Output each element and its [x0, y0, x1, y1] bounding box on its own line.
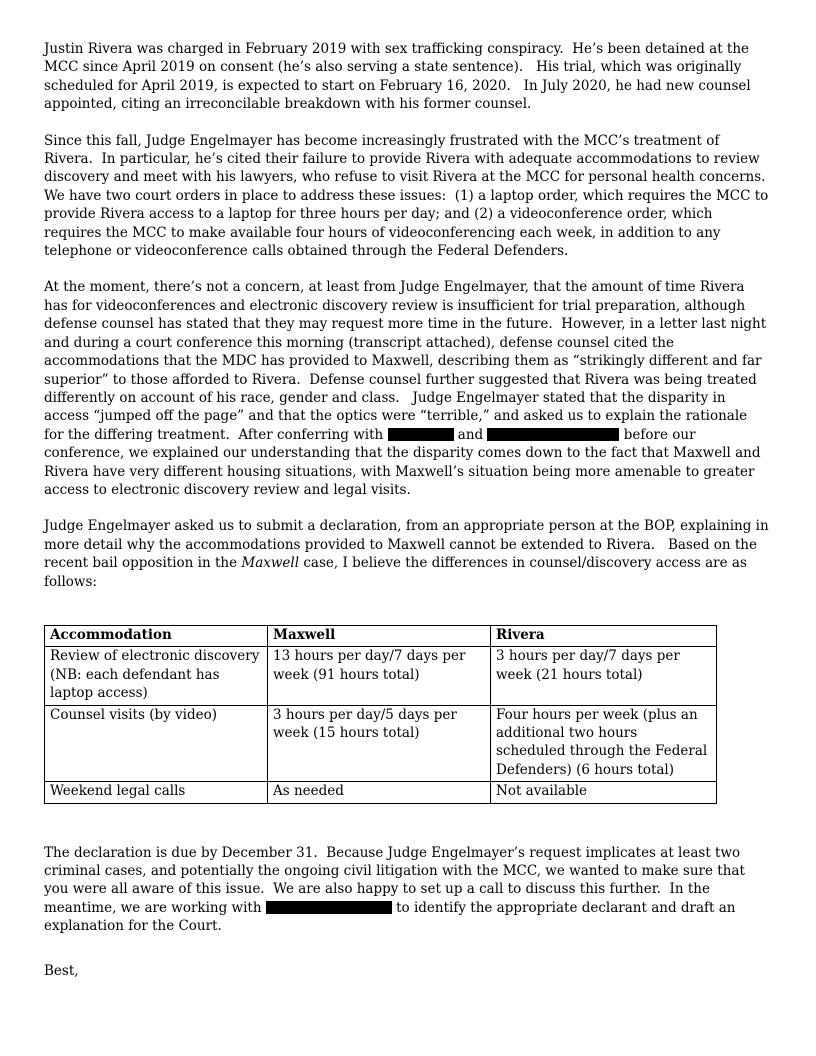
paragraph-3-text-a: At the moment, there’s not a concern, at least from Judge Engelmayer, that the amount of time Rivera has for videoconferences and electronic discovery review is insufficient for trial preparation, although defense counsel has stated that they may request more time in the future. However, in a letter last night and during a court conference this morning (transcript attached), defense counsel cited the accommodations that the MDC has provided to Maxwell, describing them as “strikingly different and far superior” to those afforded to Rivera. Defense counsel further suggested that Rivera was being treated differently on account of his race, gender and class. Judge Engelmayer stated that the disparity in access “jumped off the page” and that the optics were “terrible,” and asked us to explain the rationale for the differing treatment. After conferring with — [44, 279, 771, 443]
cell-accommodation: Weekend legal calls — [45, 782, 268, 803]
cell-rivera: Not available — [491, 782, 717, 803]
redaction-bar — [266, 901, 392, 914]
cell-accommodation: Review of electronic discovery (NB: each defendant has laptop access) — [45, 647, 268, 705]
table-header-rivera: Rivera — [491, 625, 717, 646]
paragraph-3 — [44, 278, 770, 499]
table-header-accommodation: Accommodation — [45, 625, 268, 646]
cell-maxwell: 3 hours per day/5 days per week (15 hours total) — [268, 705, 491, 782]
paragraph-2: Since this fall, Judge Engelmayer has become increasingly frustrated with the MCC’s treatment of Rivera. In particular, he’s cited their failure to provide Rivera with adequate accommodations to review discovery and meet with his lawyers, who refuse to visit Rivera at the MCC for personal health concerns. We have two court orders in place to address these issues: (1) a laptop order, which requires the MCC to provide Rivera access to a laptop for three hours per day; and (2) a videoconference order, which requires the MCC to make available four hours of videoconferencing each week, in addition to any telephone or videoconference calls obtained through the Federal Defenders. — [44, 132, 775, 260]
paragraph-4-text-b: case, I believe the differences in counsel/discovery access are as follows: — [44, 555, 752, 590]
paragraph-3-text-b: and — [453, 426, 488, 443]
cell-accommodation: Counsel visits (by video) — [45, 705, 268, 782]
redaction-bar — [388, 428, 454, 441]
paragraph-5-text-a: The declaration is due by December 31. Because Judge Engelmayer’s request implicates at least two criminal cases, and potentially the ongoing civil litigation with the MCC, we wanted to make sure that you were all aware of this issue. We are also happy to set up a call to discuss this further. In the meantime, we are working with — [44, 844, 750, 916]
paragraph-4 — [44, 517, 773, 591]
case-name-italic: Maxwell — [241, 555, 300, 572]
paragraph-4-text-a: Judge Engelmayer asked us to submit a declaration, from an appropriate person at the BOP, explaining in more detail why the accommodations provided to Maxwell cannot be extended to Rivera. Based on the recent bail opposition in the — [44, 518, 773, 572]
paragraph-1: Justin Rivera was charged in February 2019 with sex trafficking conspiracy. He’s been detained at the MCC since April 2019 on consent (he’s also serving a state sentence). His trial, which was originally scheduled for April 2019, is expected to start on February 16, 2020. In July 2020, he had new counsel appointed, citing an irreconcilable breakdown with his former counsel. — [44, 41, 756, 113]
cell-maxwell: 13 hours per day/7 days per week (91 hours total) — [268, 647, 491, 705]
cell-maxwell: As needed — [268, 782, 491, 803]
table-header-maxwell: Maxwell — [268, 625, 491, 646]
table-header-row — [45, 625, 717, 646]
paragraph-3-text-c: before our conference, we explained our understanding that the disparity comes down to the fact that Maxwell and Rivera have very different housing situations, with Maxwell’s situation being more amenable to greater access to electronic discovery review and legal visits. — [44, 426, 765, 498]
table-row — [45, 782, 717, 803]
closing-salutation: Best, — [44, 962, 79, 979]
cell-rivera: 3 hours per day/7 days per week (21 hours total) — [491, 647, 717, 705]
table-row — [45, 705, 717, 782]
cell-rivera: Four hours per week (plus an additional two hours scheduled through the Federal Defenders) (6 hours total) — [491, 705, 717, 782]
table-row — [45, 647, 717, 705]
paragraph-5 — [44, 844, 770, 936]
accommodations-table — [44, 625, 717, 804]
paragraph-5-text-b: to identify the appropriate declarant and draft an explanation for the Court. — [44, 899, 740, 935]
redaction-bar — [487, 428, 619, 441]
